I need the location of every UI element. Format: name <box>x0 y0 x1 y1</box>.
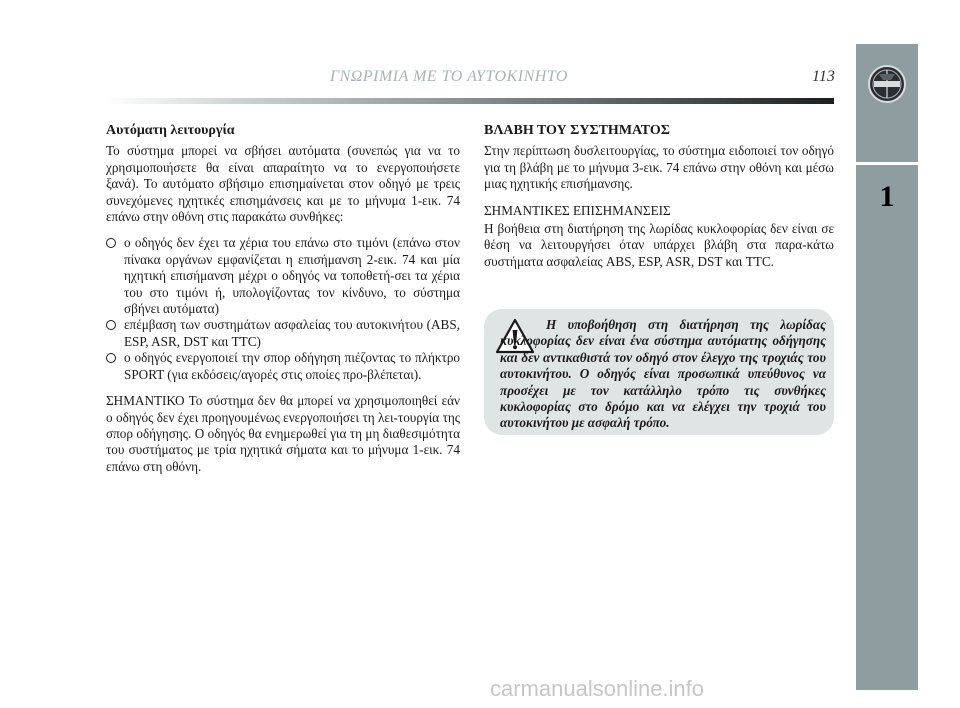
right-column <box>484 123 834 280</box>
list-item: ο οδηγός δεν έχει τα χέρια του επάνω στο τιμόνι (επάνω στον πίνακα οργάνων εμφανίζεται η επισήμανση 2-εικ. 74 και μία ηχητική επισήμανση μέχρι ο οδηγός να τοποθετή-σει τα χέρια του στο τιμόνι ή, υπολογίζοντας τον κίνδυνο, το σύστημα σβήνει αυτόματα) <box>106 235 460 317</box>
lancia-logo-icon <box>867 64 907 104</box>
important-paragraph: Η βοήθεια στη διατήρηση της λωρίδας κυκλοφορίας δεν είναι σε θέση να λειτουργήσει όταν υπάρχει βλάβη στα παρα-κάτω συστήματα ασφαλείας ABS, ESP, ASR, DST και TTC. <box>484 221 834 269</box>
page-header-title: ΓΝΩΡΙΜΙΑ ΜΕ ΤΟ ΑΥΤΟΚΙΝΗΤΟ <box>330 68 568 85</box>
conditions-list <box>106 235 460 383</box>
chapter-number: 1 <box>879 180 895 213</box>
section-heading-automatic: Αυτόματη λειτουργία <box>106 123 235 138</box>
failure-paragraph: Στην περίπτωση δυσλειτουργίας, το σύστημα ειδοποιεί τον οδηγό για τη βλάβη με το μήνυμα 3-εικ. 74 επάνω στην οθόνη και μέσω μιας ηχητικής επισήμανσης. <box>484 143 834 192</box>
chapter-sidebar <box>856 44 918 690</box>
intro-paragraph: Το σύστημα μπορεί να σβήσει αυτόματα (συνεπώς για να το χρησιμοποιήσετε θα είναι απαραίτητο να το ενεργοποιήσετε ξανά). Το αυτόματο σβήσιμο επισημαίνεται στον οδηγό με τρεις συνεχόμενες ηχητικές επισημάνσεις και με το μήνυμα 1-εικ. 74 επάνω στην οθόνη στις παρακάτω συνθήκες: <box>106 143 460 225</box>
important-note: ΣΗΜΑΝΤΙΚΟ Το σύστημα δεν θα μπορεί να χρησιμοποιηθεί εάν ο οδηγός δεν έχει προηγουμένως ενεργοποιήσει τη λει-τουργία της σπορ οδήγησης. Ο οδηγός θα ενημερωθεί για τη μη διαθεσιμότητα του συστήματος με τρία ηχητικά σήματα και το μήνυμα 1-εικ. 74 επάνω στη οθόνη. <box>106 393 460 474</box>
bullet-circle-icon <box>106 320 116 330</box>
warning-box <box>484 309 834 435</box>
sidebar-divider <box>856 162 918 165</box>
page-number: 113 <box>812 68 835 85</box>
header-rule <box>106 98 834 104</box>
important-subheading: ΣΗΜΑΝΤΙΚΕΣ ΕΠΙΣΗΜΑΝΣΕΙΣ <box>484 202 671 218</box>
left-column <box>106 123 460 485</box>
bullet-circle-icon <box>106 353 116 363</box>
watermark: carmanualsonline.info <box>490 676 705 701</box>
list-item: επέμβαση των συστημάτων ασφαλείας του αυτοκινήτου (ABS, ESP, ASR, DST και TTC) <box>106 317 460 350</box>
bullet-circle-icon <box>106 238 116 248</box>
section-heading-failure: ΒΛΑΒΗ ΤΟΥ ΣΥΣΤΗΜΑΤΟΣ <box>484 123 670 138</box>
list-item: ο οδηγός ενεργοποιεί την σπορ οδήγηση πιέζοντας το πλήκτρο SPORT (για εκδόσεις/αγορές στις οποίες προ-βλέπεται). <box>106 350 460 383</box>
warning-text: Η υποβοήθηση στη διατήρηση της λωρίδας κυκλοφορίας δεν είναι ένα σύστημα αυτόματης οδήγησης και δεν αντικαθιστά τον οδηγό στον έλεγχο της τροχιάς του αυτοκινήτου. Ο οδηγός είναι προσωπικά υπεύθυνος να προσέχει με τον κατάλληλο τρόπο τις συνθήκες κυκλοφορίας στο δρόμο και να ελέγχει την τροχιά του αυτοκινήτου με ασφαλή τρόπο. <box>500 317 826 431</box>
